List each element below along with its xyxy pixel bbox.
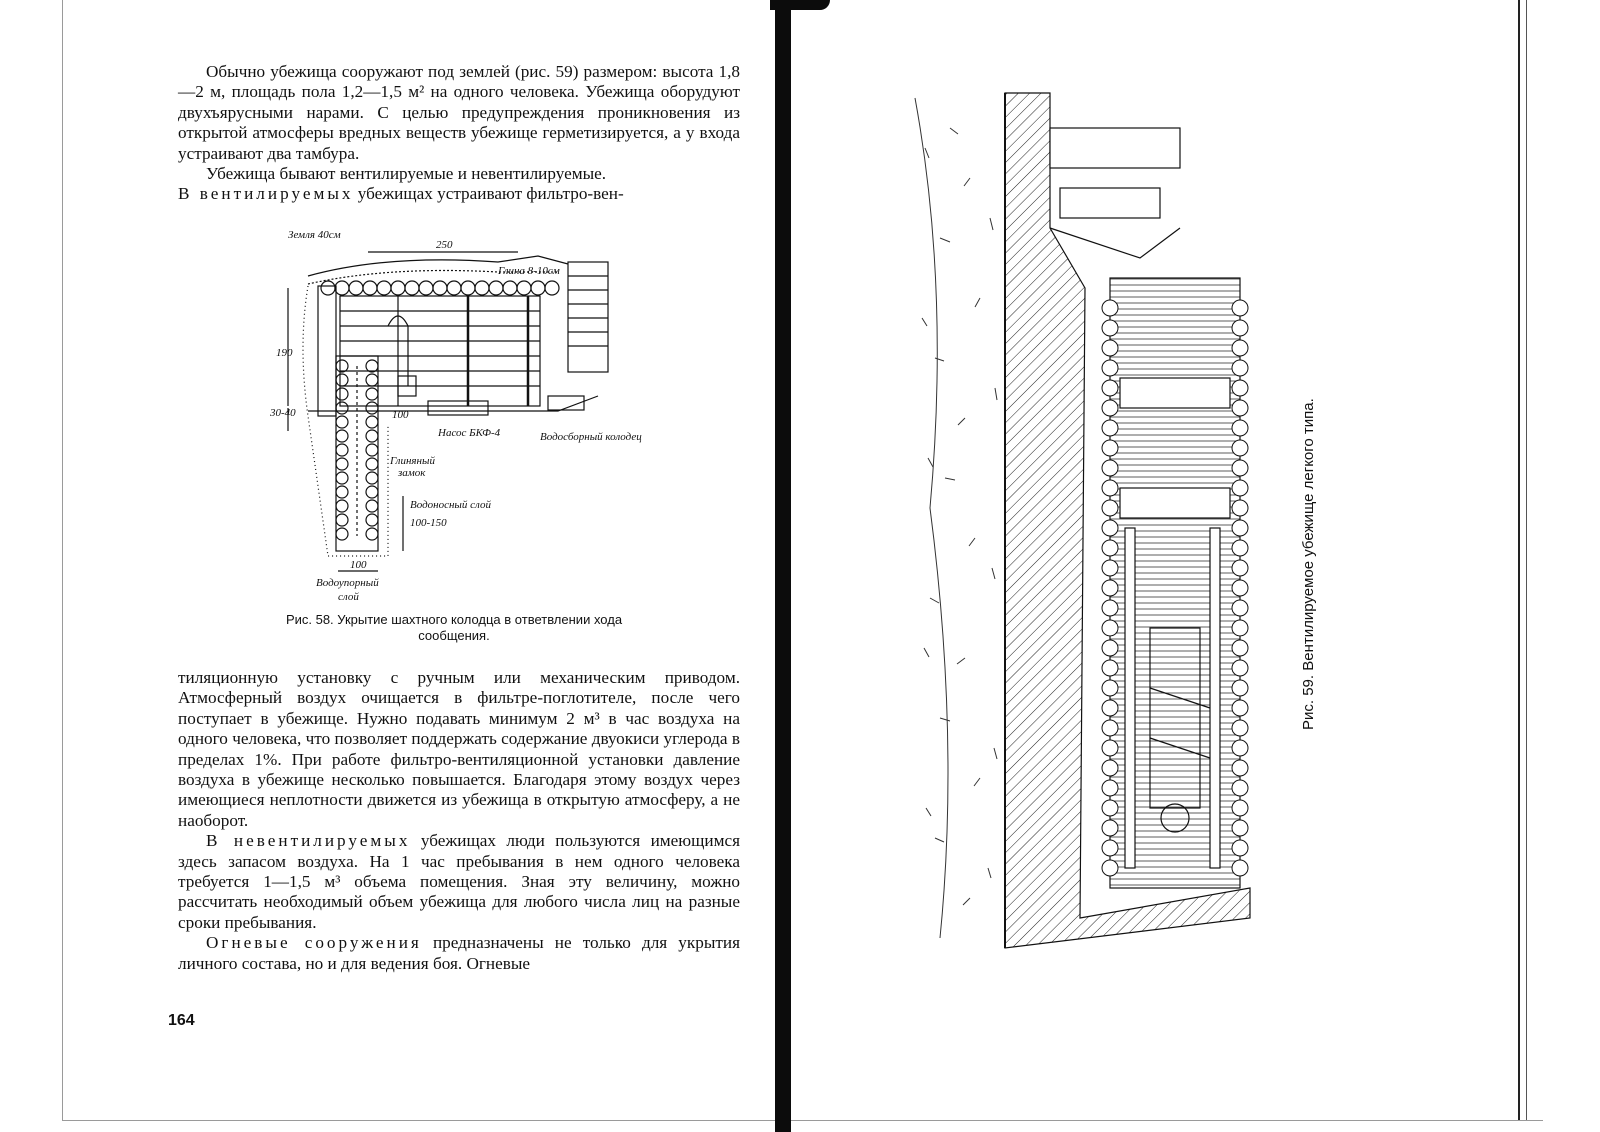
label-height-190: 190: [276, 347, 293, 359]
spaced-term-non-ventilated: В невентилируемых: [206, 831, 411, 851]
label-depth-30-40: 30-40: [270, 407, 296, 419]
book-spine: [775, 0, 791, 1132]
label-clay-lock-1: Глиняный: [390, 455, 435, 467]
page-edge: [1518, 0, 1527, 1120]
label-aquiclude-2: слой: [338, 591, 359, 603]
label-aquifer: Водоносный слой: [410, 499, 491, 511]
label-earth-layer: Земля 40см: [288, 229, 341, 241]
label-width-250: 250: [436, 239, 453, 251]
figure-59-caption: Рис. 59. Вентилируемое убежище легкого типа.: [1300, 398, 1317, 730]
paragraph-non-ventilated-text: убежищах люди пользуются имеющимся здесь запасом воздуха. На 1 час пребывания в нем одного человека требуется 1—1,5 м³ объема помещения. Зная эту величину, можно рассчитать необходимый объем убежища для любого числа лиц на разные сроки пребывания.: [178, 831, 740, 932]
left-page-bottom-text: [178, 668, 740, 974]
paragraph-ventilated-intro-text: убежищах устраивают фильтро-вен-: [353, 184, 624, 204]
figure-58-drawing: [268, 226, 642, 606]
paragraph-firing-structures-text: предназначены не только для укрытия личного состава, но и для ведения боя. Огневые: [178, 933, 740, 973]
paragraph-ventilated-intro: [178, 184, 740, 204]
label-bottom-width: 100: [350, 559, 367, 571]
figure-58-caption: Рис. 58. Укрытие шахтного колодца в ответвлении хода сообщения.: [285, 612, 623, 643]
figure-59-drawing: [910, 88, 1270, 958]
label-width-100: 100: [392, 409, 409, 421]
spaced-term-ventilated: В вентилируемых: [178, 184, 354, 204]
left-page-top-text: [178, 62, 740, 205]
paragraph-shelter-dimensions: Обычно убежища сооружают под землей (рис. 59) размером: высота 1,8—2 м, площадь пола 1,2—1,5 м² на одного человека. Убежища оборудуют двухъярусными нарами. С целью предупреждения проникновения из открытой атмосферы вредных веществ убежище герметизируется, а у входа устраивают два тамбура.: [178, 62, 740, 163]
label-aquifer-depth: 100-150: [410, 517, 447, 529]
label-pump: Насос БКФ-4: [438, 427, 501, 439]
paragraph-ventilation: тиляционную установку с ручным или механическим приводом. Атмосферный воздух очищается в фильтре-поглотителе, после чего поступает в убежище. Нужно подавать минимум 2 м³ в час воздуха на одного человека, что позволяет поддержать содержание двуокиси углерода в пределах 1%. При работе фильтро-вентиляционной установки давление воздуха в убежище несколько повышается. Благодаря этому воздух через имеющиеся неплотности движется из убежища в открытую атмосферу, а не наоборот.: [178, 668, 740, 830]
book-spine-top: [770, 0, 830, 10]
label-aquiclude-1: Водоупорный: [316, 577, 379, 589]
paragraph-firing-structures: [178, 933, 740, 974]
paragraph-shelter-types: Убежища бывают вентилируемые и невентилируемые.: [206, 164, 607, 184]
spaced-term-firing-structures: Огневые сооружения: [206, 933, 422, 953]
label-well: Водосборный колодец: [540, 431, 642, 443]
label-clay-lock-2: замок: [398, 467, 426, 479]
label-clay-layer: Глина 8-10см: [498, 265, 560, 277]
page-number: 164: [168, 1012, 195, 1029]
paragraph-non-ventilated: [178, 831, 740, 933]
